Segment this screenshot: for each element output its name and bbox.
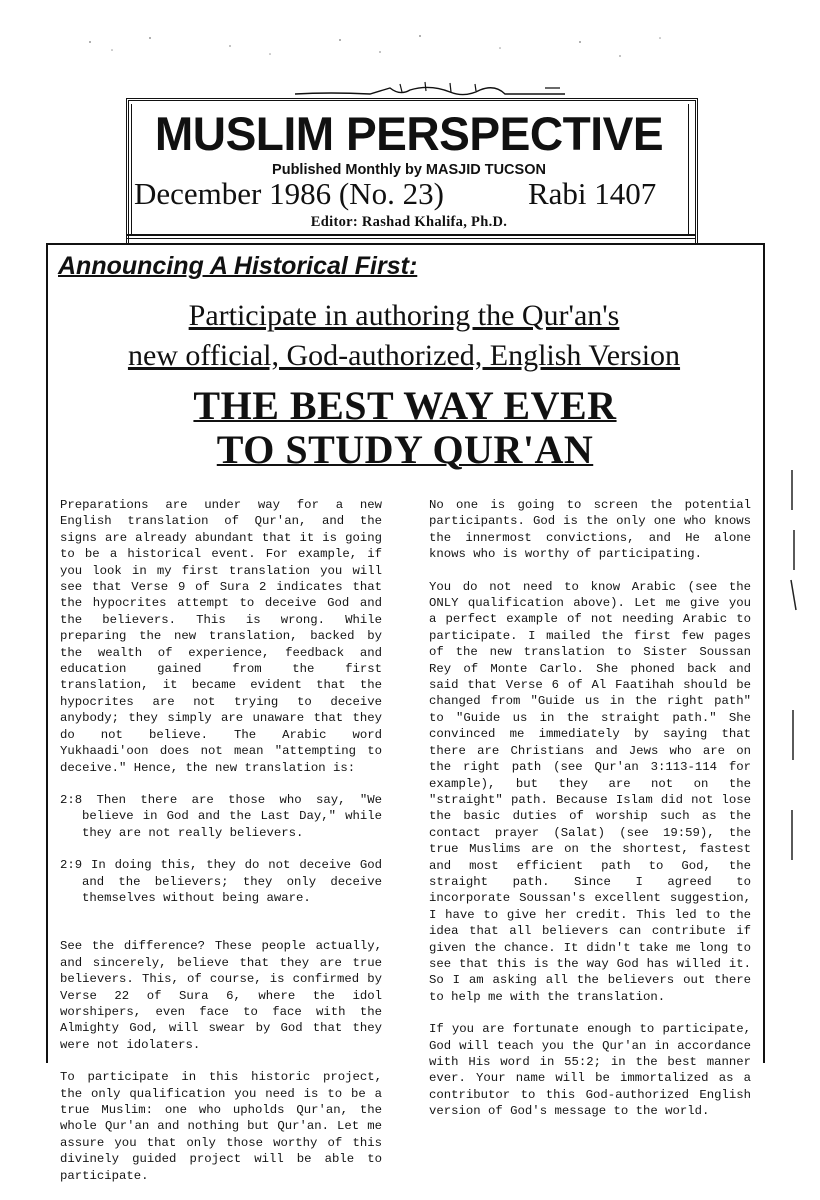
published-line: Published Monthly by MASJID TUCSON: [272, 162, 546, 178]
masthead-rule: [126, 234, 695, 236]
subheadline: [44, 296, 764, 376]
hijri-date: Rabi 1407: [528, 176, 657, 211]
right-paragraph-2: You do not need to know Arabic (see the ONLY qualification above). Let me give you a perfect example of not needing Arabic to participate. I mailed the first few pages of the new translation to Sister Soussan Rey of Monte Carlo. She phoned back and said that Verse 6 of Al Faatihah should be changed from "Guide us in the right path" to "Guide us in the straight path." She convinced me immediately by saying that there are Christians and Jews who are on the right path (see Qur'an 3:113-114 for example), but they are not on the "straight" path. Because Islam did not lose the basic duties of worship such as the contact prayer (Salat) (see 19:59), the true Muslims are on the shortest, fastest and most efficient path to God, the straight path. Since I agreed to incorporate Soussan's excellent suggestion, I have to give her credit. This led to the idea that all believers can contribute if given the chance. It didn't take me long to see that this is the way God has willed it. So I am asking all the believers out there to help me with the translation.: [429, 579, 751, 1004]
scan-noise: [80, 28, 680, 68]
scan-edge-marks: [786, 470, 806, 870]
left-paragraph-2: See the difference? These people actually, and sincerely, believe that they are true believers. This, of course, is confirmed by Verse 22 of Sura 6, where the idol worshipers, even face to face with the Almighty God, will swear by God that they were not idolaters.: [60, 939, 382, 1052]
left-paragraph-1: Preparations are under way for a new English translation of Qur'an, and the signs are already abundant that it is going to be a historical event. For example, if you look in my first translation you will see that Verse 9 of Sura 2 indicates that the hypocrites attempt to deceive God and the believers. This is wrong. While preparing the new translation, backed by the wealth of experience, feedback and education gained from the first translation, it became evident that the hypocrites are not trying to deceive anybody; they simply are unaware that they do not believe. The Arabic word Yukhaadi'oon does not mean "attempting to deceive." Hence, the new translation is:: [60, 498, 382, 775]
subheadline-line-1: Participate in authoring the Qur'an's: [188, 299, 620, 332]
subheadline-line-2: new official, God-authorized, English Version: [127, 339, 681, 372]
masthead-rule-thin: [126, 238, 695, 239]
article-frame-top: [46, 243, 765, 245]
verse-2-8: 2:8 Then there are those who say, "We believe in God and the Last Day," while they are not really believers.: [60, 792, 382, 840]
article-left-column: [60, 497, 382, 1200]
left-paragraph-3: To participate in this historic project, the only qualification you need is to be a true Muslim: one who upholds Qur'an, the whole Qur'an and nothing but Qur'an. Let me assure you that only those worthy of this divinely guided project will be able to participate.: [60, 1070, 382, 1183]
verse-2-9: 2:9 In doing this, they do not deceive God and the believers; they only deceive themselves without being aware.: [60, 858, 382, 905]
main-headline-line-2: TO STUDY QUR'AN: [216, 427, 594, 472]
publication-title: MUSLIM PERSPECTIVE: [154, 107, 664, 160]
main-headline-line-1: THE BEST WAY EVER: [193, 383, 617, 428]
editor-line: Editor: Rashad Khalifa, Ph.D.: [310, 214, 508, 230]
kicker-headline: Announcing A Historical First:: [58, 252, 418, 280]
main-headline: [46, 384, 764, 472]
article-right-column: [429, 497, 751, 1136]
right-paragraph-3: If you are fortunate enough to participate, God will teach you the Qur'an in accordance with His word in 55:2; in the best manner ever. Your name will be immortalized as a contributor to this God-authorized English version of God's message to the world.: [429, 1022, 751, 1119]
issue-date: December 1986 (No. 23): [134, 176, 444, 211]
right-paragraph-1: No one is going to screen the potential participants. God is the only one who knows the innermost convictions, and He alone knows who is worthy of participating.: [429, 498, 751, 562]
